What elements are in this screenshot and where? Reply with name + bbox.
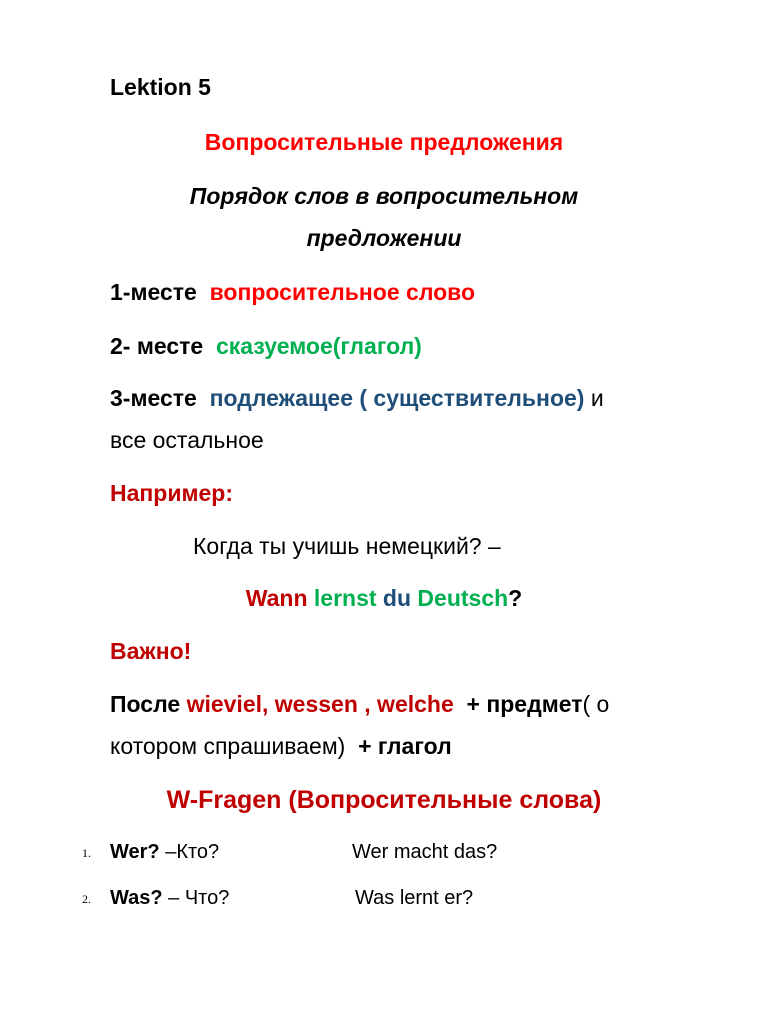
important-line1	[110, 689, 609, 719]
important-plus-subject: + предмет	[466, 691, 583, 717]
rule-1-text: вопросительное слово	[209, 279, 476, 305]
important-line2	[110, 731, 452, 761]
example-label: Например:	[110, 480, 233, 506]
rule-3-text: подлежащее ( существительное)	[209, 385, 585, 411]
example-word-deutsch: Deutsch	[417, 585, 509, 611]
list-item-example: Wer macht das?	[352, 841, 498, 863]
example-word-du: du	[382, 585, 412, 611]
example-word-wann: Wann	[245, 585, 308, 611]
rule-2-place: 2- месте	[110, 333, 204, 359]
important-words: wieviel, wessen , welche	[186, 691, 454, 717]
example-german	[0, 583, 768, 613]
subheading-line1: Порядок слов в вопросительном	[189, 183, 579, 209]
list-item-word: Was?	[110, 887, 163, 909]
rule-3-place: 3-месте	[110, 385, 197, 411]
rule-3	[110, 383, 604, 413]
important-after: После	[110, 691, 181, 717]
rule-1	[110, 277, 475, 307]
list-item-number: 1.	[82, 846, 91, 860]
main-heading: Вопросительные предложения	[204, 129, 564, 155]
example-word-lernst: lernst	[313, 585, 377, 611]
lesson-title: Lektion 5	[110, 74, 211, 100]
important-paren: ( о	[582, 691, 610, 717]
rule-3-tail: и	[590, 385, 604, 411]
example-question-mark: ?	[508, 585, 523, 611]
list-item-word: Wer?	[110, 841, 160, 863]
important-line2-text: котором спрашиваем)	[110, 733, 346, 759]
list-item-translation: – Что?	[168, 887, 230, 909]
list-item-example: Was lernt er?	[355, 887, 474, 909]
list-item-question	[110, 883, 229, 913]
list-item-number: 2.	[82, 892, 91, 906]
example-russian: Когда ты учишь немецкий? –	[193, 533, 501, 559]
rule-2-text: сказуемое(глагол)	[215, 333, 422, 359]
subheading-line2: предложении	[306, 225, 462, 251]
wfragen-heading: W-Fragen (Вопросительные слова)	[166, 786, 602, 814]
rule-1-place: 1-месте	[110, 279, 197, 305]
important-label: Важно!	[110, 638, 192, 664]
list-item-translation: –Кто?	[165, 841, 220, 863]
rule-2	[110, 331, 422, 361]
important-plus-verb: + глагол	[358, 733, 452, 759]
rule-3-continuation: все остальное	[110, 427, 264, 453]
list-item-question	[110, 837, 219, 867]
